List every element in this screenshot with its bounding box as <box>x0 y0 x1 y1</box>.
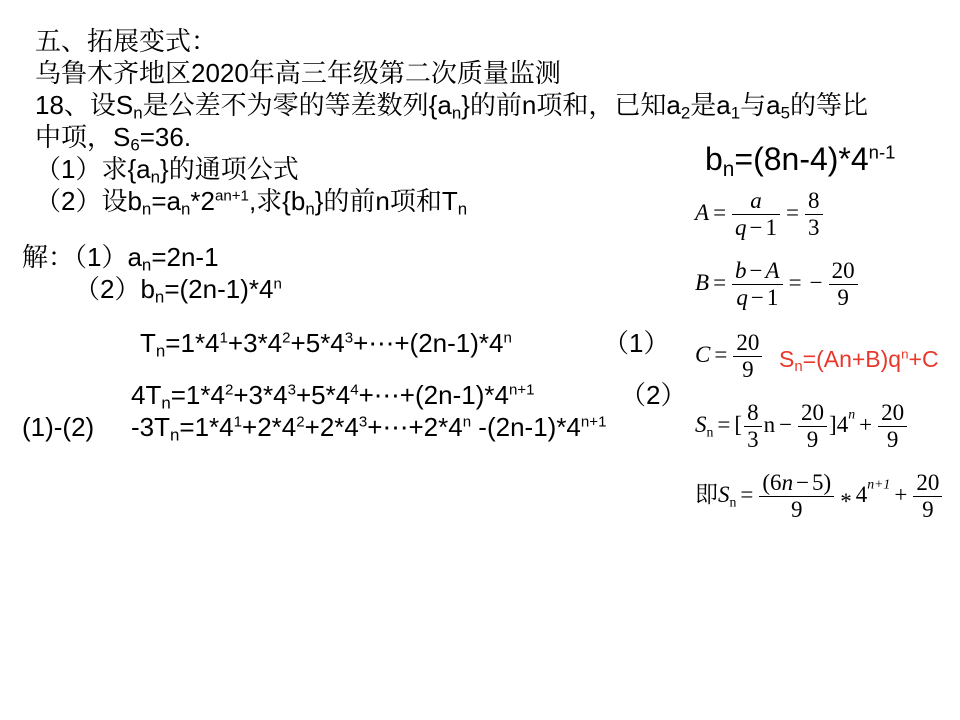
text-run: 的等比 <box>790 90 869 120</box>
text-run: =2n-1 <box>151 242 219 272</box>
fraction-denominator <box>829 284 858 311</box>
text-run: S <box>779 346 795 372</box>
text-run: 中项，S <box>35 122 131 152</box>
text-run: =(An+B)q <box>802 346 902 372</box>
subscript: 2 <box>680 103 691 123</box>
math-operator: − <box>749 215 763 240</box>
text-run: *2 <box>190 186 215 216</box>
text-run: 9 <box>922 497 934 522</box>
text-run: （2）b <box>74 274 155 304</box>
math-variable: q <box>736 285 748 310</box>
text-run: 20 <box>736 330 760 355</box>
subscript: n <box>706 424 714 440</box>
text-run: 20 <box>831 258 855 283</box>
text-run: [ <box>734 411 743 437</box>
text-run: 9 <box>806 427 819 452</box>
text-run: 9 <box>791 497 803 522</box>
sum-equation-1 <box>140 327 512 359</box>
math-variable: A <box>765 258 780 283</box>
math-operator: = <box>717 411 731 437</box>
fraction <box>913 470 942 523</box>
subscript: n <box>133 103 143 123</box>
subscript: n <box>305 199 315 219</box>
math-operator: − <box>750 285 764 310</box>
section-heading <box>35 25 217 57</box>
formula-Sn-final <box>695 470 944 523</box>
fraction <box>744 400 762 453</box>
text-run: T <box>140 328 156 358</box>
text-run: 是a <box>690 90 731 120</box>
text-run: b <box>705 141 723 177</box>
math-operator: = <box>788 269 802 295</box>
text-run: 20 <box>881 400 905 425</box>
text-run: =1*4 <box>165 328 220 358</box>
math-variable: A <box>695 199 710 225</box>
text-run: }的通项公式 <box>160 154 299 184</box>
text-run: =1*4 <box>170 380 225 410</box>
text-run: 与a <box>740 90 781 120</box>
text-run: +2*4 <box>242 412 297 442</box>
fraction-numerator <box>733 330 762 356</box>
fraction-numerator <box>878 400 907 426</box>
subscript: n <box>154 287 165 307</box>
fraction-denominator <box>733 356 762 383</box>
solution-part-2 <box>74 273 282 305</box>
math-variable: b <box>735 258 747 283</box>
superscript: an+1 <box>214 187 249 205</box>
formula-B <box>695 258 860 311</box>
bn-general-term <box>705 140 896 181</box>
text-run: 8 <box>747 400 759 425</box>
superscript: 3 <box>358 413 368 431</box>
text-run: +5*4 <box>296 380 351 410</box>
fraction <box>733 330 762 383</box>
text-run: 即 <box>695 481 718 507</box>
math-operator: + <box>894 481 908 507</box>
text-run: +⋯+2*4 <box>367 412 463 442</box>
text-run: 9 <box>837 285 849 310</box>
subscript: n <box>451 103 462 123</box>
fraction <box>732 188 780 241</box>
subscript: 5 <box>780 103 790 123</box>
subscript: n <box>170 425 180 445</box>
text-run: （1）求{a <box>35 154 151 184</box>
subscript: n <box>161 393 171 413</box>
text-run: =a <box>151 186 181 216</box>
math-operator: − <box>796 470 810 495</box>
math-operator: = <box>786 199 800 225</box>
sum-equation-2 <box>131 379 535 411</box>
superscript: n+1 <box>508 381 535 399</box>
fraction <box>829 258 858 311</box>
fraction <box>759 470 834 523</box>
math-operator: * <box>840 488 852 514</box>
math-operator: = <box>740 481 754 507</box>
text-run: 9 <box>886 427 899 452</box>
text-run: +⋯+(2n-1)*4 <box>353 328 504 358</box>
text-run: -3T <box>131 412 170 442</box>
math-operator: = <box>713 269 727 295</box>
fraction-denominator <box>805 214 823 241</box>
text-run: =(8n-4)*4 <box>734 141 869 177</box>
text-run: =(2n-1)*4 <box>164 274 274 304</box>
superscript: n <box>273 275 282 293</box>
text-run: ,求{b <box>248 186 306 216</box>
superscript: n <box>503 329 512 347</box>
superscript: 2 <box>282 329 291 347</box>
text-run: 五、拓展变式： <box>35 26 218 56</box>
text-run: (6 <box>762 470 782 495</box>
superscript: n-1 <box>868 141 896 163</box>
text-run: 18、设S <box>35 90 134 120</box>
math-operator: = <box>713 199 727 225</box>
math-operator: − <box>779 411 793 437</box>
math-variable: S <box>695 411 707 437</box>
text-run: +C <box>908 346 939 372</box>
math-operator: + <box>859 411 873 437</box>
subscript: n <box>155 341 166 361</box>
text-run: 3 <box>747 427 759 452</box>
text-run: （2）设b <box>35 186 142 216</box>
math-variable: B <box>695 269 710 295</box>
text-run: 8 <box>808 188 820 213</box>
text-run: +3*4 <box>233 380 288 410</box>
fraction-numerator <box>732 188 780 214</box>
subscript: 6 <box>130 135 140 155</box>
fraction-denominator <box>732 284 783 311</box>
text-run: 乌鲁木齐地区2020年高三年级第二次质量监测 <box>35 58 561 88</box>
text-run: +5*4 <box>290 328 345 358</box>
text-run: 3 <box>808 215 820 240</box>
text-run: +⋯+(2n-1)*4 <box>358 380 509 410</box>
problem-statement-line <box>35 89 868 121</box>
superscript: n <box>848 406 856 422</box>
subscript: n <box>729 494 737 510</box>
text-run: }的前n项和，已知a <box>461 90 681 120</box>
fraction <box>732 258 783 311</box>
superscript: 1 <box>219 329 228 347</box>
superscript: 1 <box>233 413 243 431</box>
math-operator: − <box>749 258 763 283</box>
text-run: 解：（1）a <box>22 242 142 272</box>
superscript: 4 <box>350 381 359 399</box>
text-run: 5) <box>812 470 832 495</box>
text-run: 9 <box>742 357 754 382</box>
math-variable: C <box>695 341 711 367</box>
math-variable: q <box>735 215 747 240</box>
subscript: n <box>180 199 191 219</box>
math-operator: = <box>714 341 728 367</box>
equation-label-2: （2） <box>620 380 687 410</box>
superscript: n <box>901 346 909 362</box>
text-run: -(2n-1)*4 <box>471 412 581 442</box>
superscript: 3 <box>344 329 354 347</box>
problem-question-1 <box>35 153 299 185</box>
text-run: 20 <box>916 470 940 495</box>
formula-C <box>695 330 764 383</box>
fraction-numerator <box>732 258 783 284</box>
text-run: ]4 <box>829 411 849 437</box>
superscript: n+1 <box>867 476 891 492</box>
subtracted-equation <box>131 411 606 443</box>
fraction-denominator <box>732 214 780 241</box>
math-variable: n <box>781 470 794 495</box>
superscript: n <box>462 413 472 431</box>
text-run: 4 <box>855 481 868 507</box>
fraction-denominator <box>759 496 834 523</box>
superscript: 2 <box>224 381 234 399</box>
text-run: 1 <box>765 215 778 240</box>
fraction-denominator <box>913 496 942 523</box>
text-run: +3*4 <box>227 328 283 358</box>
formula-Sn <box>695 400 909 453</box>
math-operator: − <box>809 269 823 295</box>
problem-statement-line <box>35 121 191 153</box>
subscript: n <box>722 157 735 181</box>
text-run: 4T <box>131 380 162 410</box>
superscript: n+1 <box>580 413 607 431</box>
fraction <box>878 400 907 453</box>
text-run: =36. <box>139 122 192 152</box>
fraction-numerator <box>829 258 858 284</box>
fraction-numerator <box>913 470 942 496</box>
fraction-denominator <box>744 426 762 453</box>
text-run: +2*4 <box>304 412 359 442</box>
fraction-numerator <box>759 470 834 496</box>
text-run: =1*4 <box>179 412 234 442</box>
fraction-denominator <box>878 426 907 453</box>
superscript: 2 <box>296 413 305 431</box>
text-run: 20 <box>801 400 825 425</box>
subtraction-label: (1)-(2) <box>22 412 95 442</box>
subscript: n <box>141 199 152 219</box>
math-variable: a <box>750 188 762 213</box>
fraction-numerator <box>805 188 823 214</box>
equation-label-1: （1） <box>603 328 670 358</box>
fraction-numerator <box>744 400 762 426</box>
fraction <box>798 400 827 453</box>
sum-general-form <box>779 345 939 376</box>
formula-A <box>695 188 825 241</box>
superscript: 3 <box>287 381 296 399</box>
solution-part-1 <box>22 241 219 273</box>
subscript: 1 <box>730 103 741 123</box>
subscript: n <box>794 358 803 376</box>
subscript: n <box>141 255 152 275</box>
exam-source-title <box>35 57 561 89</box>
problem-question-2 <box>35 185 467 217</box>
math-variable: S <box>718 481 730 507</box>
text-run: 是公差不为零的等差数列{a <box>142 90 452 120</box>
text-run: 1 <box>766 285 779 310</box>
subscript: n <box>457 199 468 219</box>
fraction <box>805 188 823 241</box>
text-run: n <box>763 411 776 437</box>
fraction-denominator <box>798 426 827 453</box>
subscript: n <box>150 167 161 187</box>
text-run: }的前n项和T <box>314 186 458 216</box>
fraction-numerator <box>798 400 827 426</box>
